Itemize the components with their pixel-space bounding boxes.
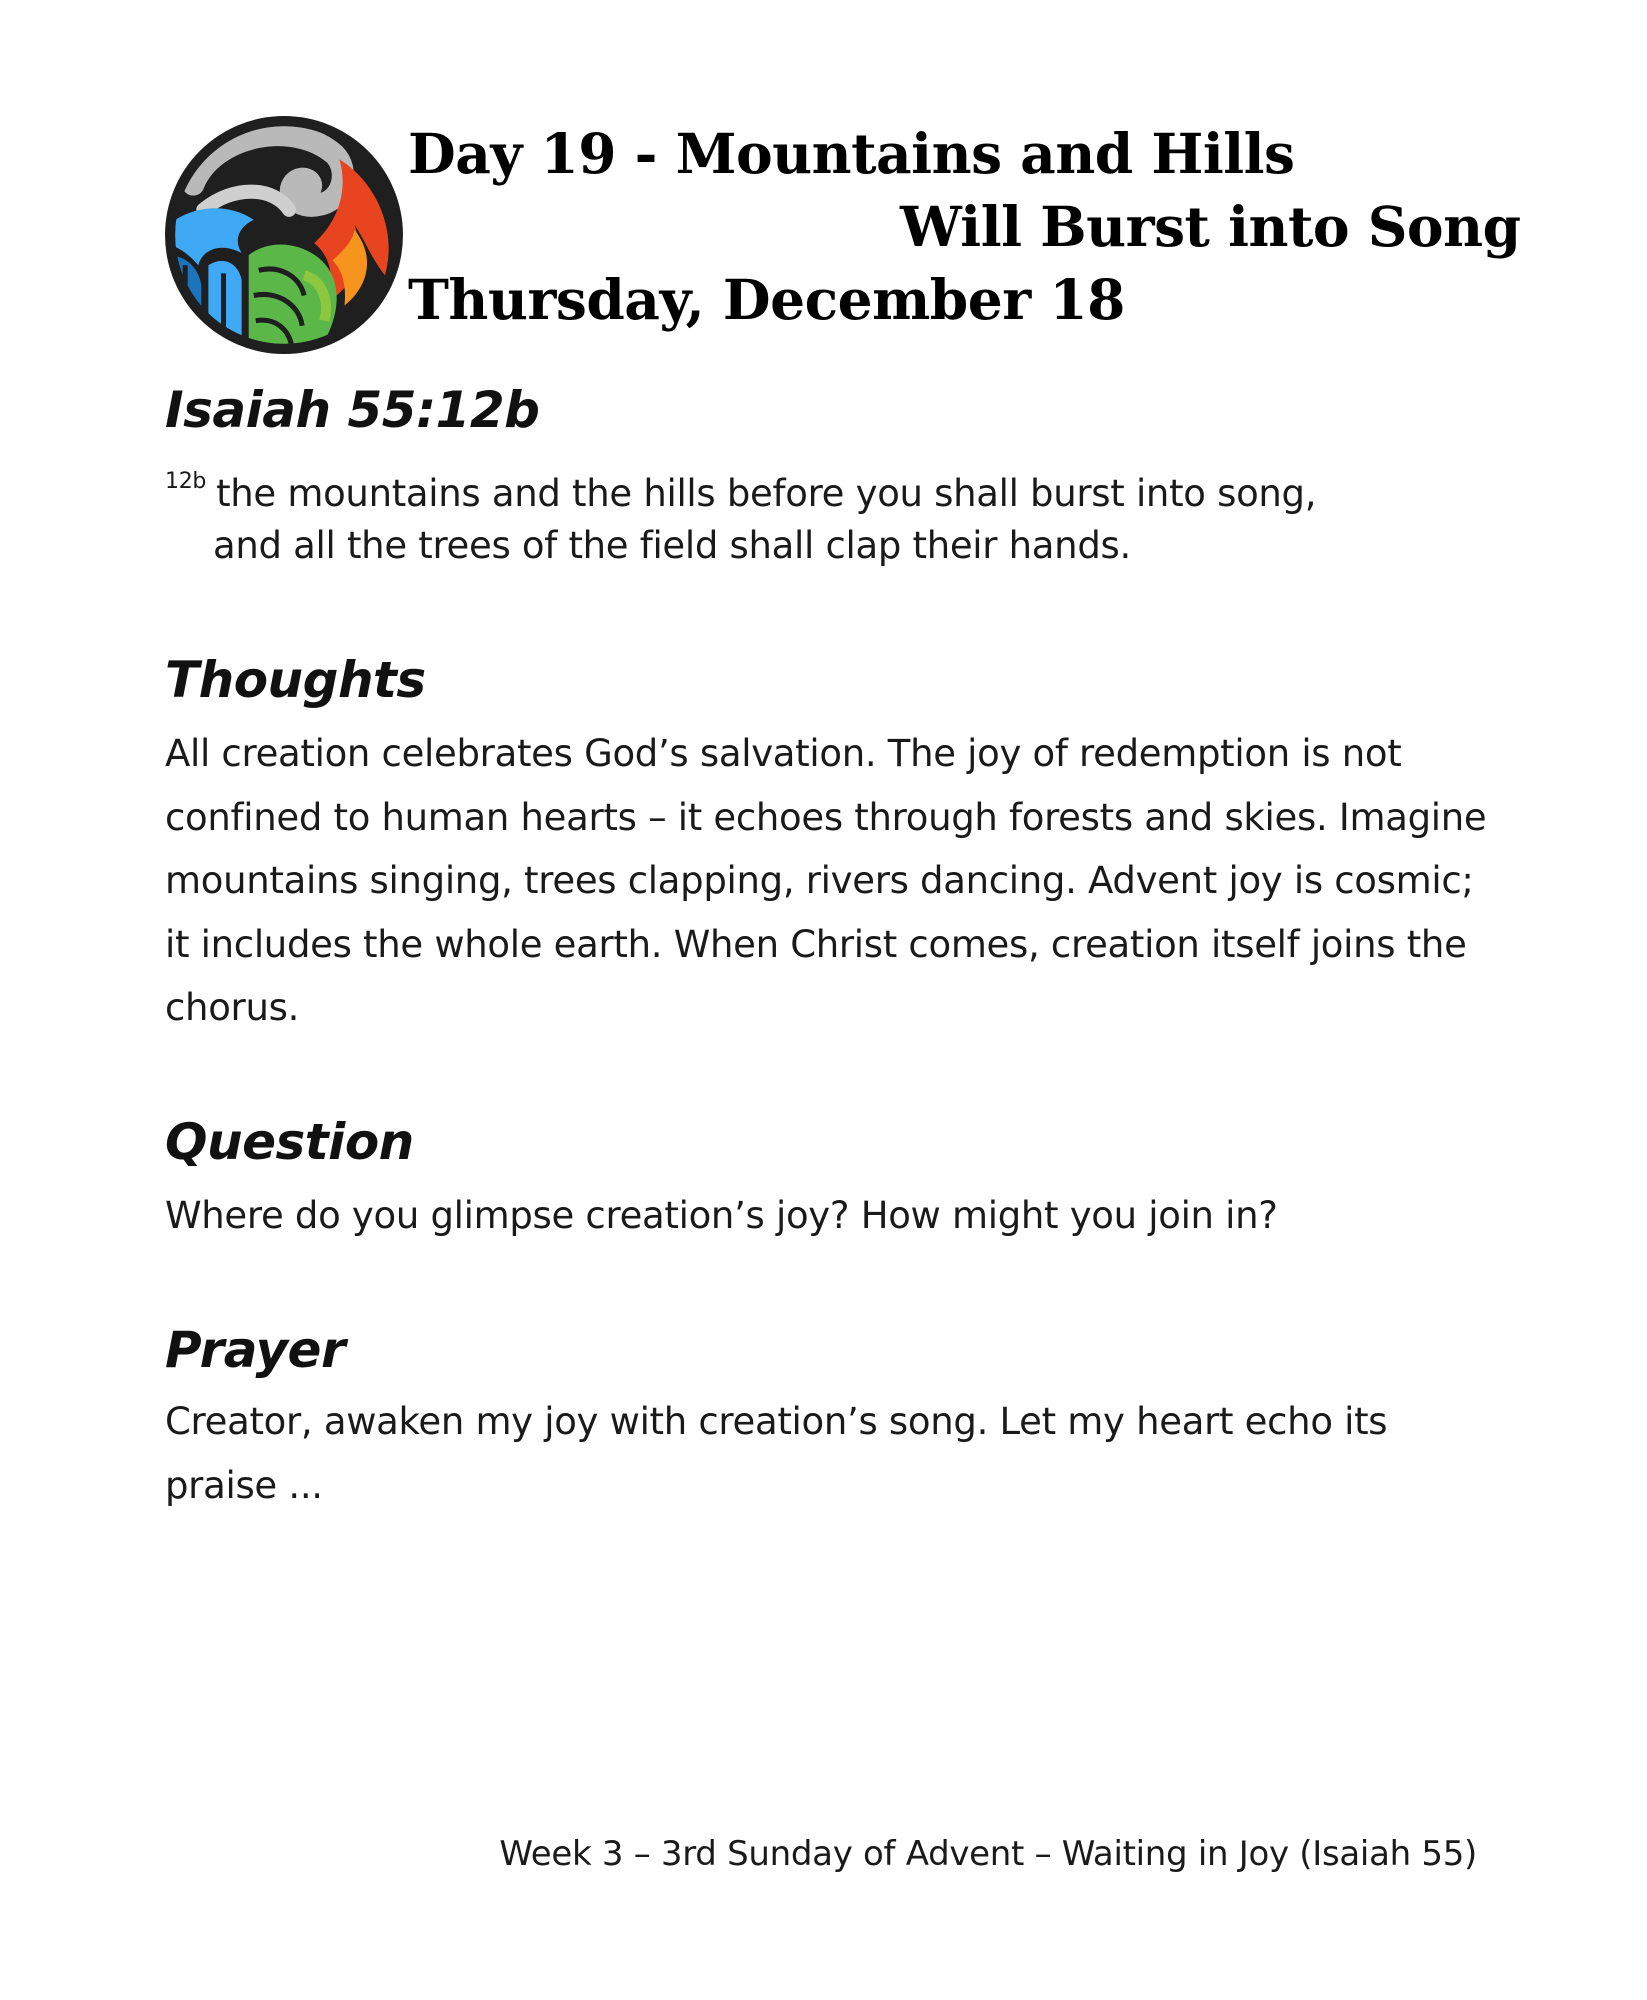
page-date: Thursday, December 18 [408, 267, 1125, 332]
page-title-line-1: Day 19 - Mountains and Hills [408, 121, 1295, 186]
prayer-body: Creator, awaken my joy with creation’s song. Let my heart echo its praise ... [165, 1400, 1388, 1507]
scripture-heading: Isaiah 55:12b [165, 381, 540, 439]
verse-line-1-text: the mountains and the hills before you shall burst into song, [216, 472, 1317, 515]
advent-elements-emblem-icon [163, 114, 405, 356]
thoughts-body: All creation celebrates God’s salvation. The joy of redemption is not confined to human hearts – it echoes through forests and skies. Imagine mountains singing, trees clapping, rivers dancing. Advent joy is cosmic; it includes the whole earth. When Christ comes, creation itself joins the chorus. [165, 732, 1487, 1029]
page-footer: Week 3 – 3rd Sunday of Advent – Waiting in Joy (Isaiah 55) [499, 1834, 1477, 1874]
question-body: Where do you glimpse creation’s joy? How might you join in? [165, 1194, 1278, 1237]
prayer-heading: Prayer [165, 1321, 346, 1379]
page-title-line-2: Will Burst into Song [900, 194, 1521, 259]
verse-number: 12b [165, 469, 207, 494]
question-heading: Question [165, 1113, 414, 1171]
thoughts-heading: Thoughts [165, 651, 426, 709]
verse-line-2: and all the trees of the field shall clap their hands. [213, 524, 1131, 567]
